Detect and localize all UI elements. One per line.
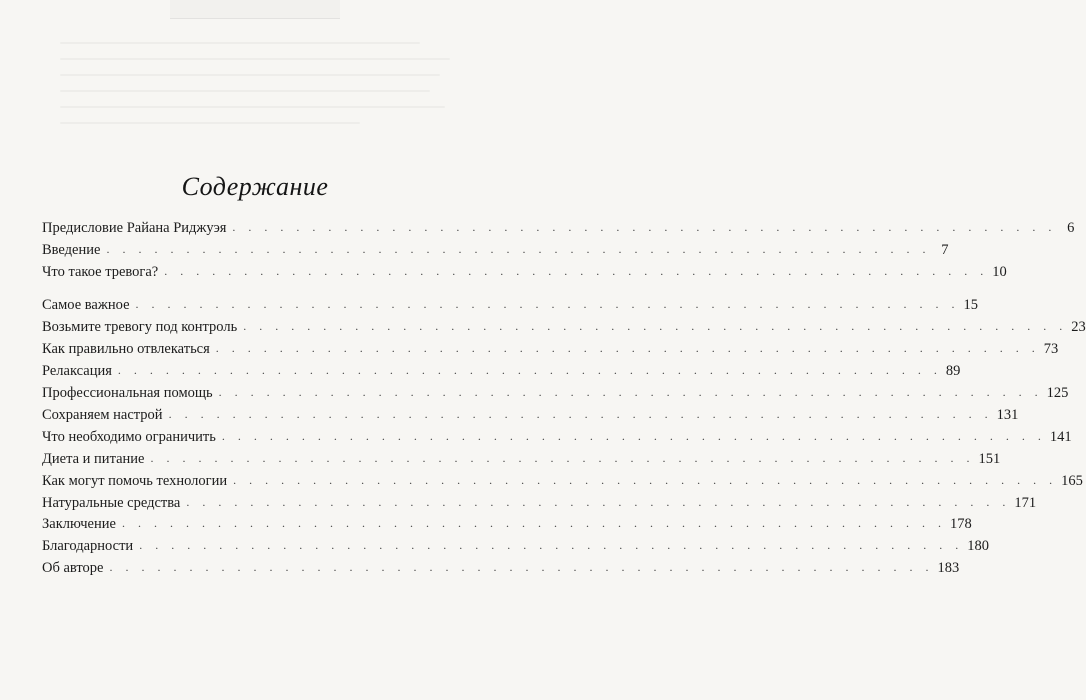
toc-group-intro bbox=[42, 217, 1075, 283]
toc-leader-dots: . . . . . . . . . . . . . . . . . . . . . . . . . . . . . . . . . . . . . . . . . . . . . . . . . . . . bbox=[135, 297, 960, 311]
toc-leader-dots: . . . . . . . . . . . . . . . . . . . . . . . . . . . . . . . . . . . . . . . . . . . . . . . . . . . . bbox=[243, 319, 1068, 333]
toc-entry-title: Введение bbox=[42, 242, 101, 258]
toc-entry bbox=[42, 513, 972, 535]
toc-entry-title: Возьмите тревогу под контроль bbox=[42, 319, 238, 335]
toc-entry-title: Натуральные средства bbox=[42, 495, 181, 511]
toc-entry-title: Профессиональная помощь bbox=[42, 385, 213, 401]
toc-entry bbox=[42, 448, 1001, 470]
toc-leader-dots: . . . . . . . . . . . . . . . . . . . . . . . . . . . . . . . . . . . . . . . . . . . . . . . . . . . . bbox=[233, 473, 1058, 487]
toc-entry-title: Что необходимо ограничить bbox=[42, 429, 216, 445]
toc-leader-dots: . . . . . . . . . . . . . . . . . . . . . . . . . . . . . . . . . . . . . . . . . . . . . . . . . . . . bbox=[117, 363, 942, 377]
toc-leader-dots: . . . . . . . . . . . . . . . . . . . . . . . . . . . . . . . . . . . . . . . . . . . . . . . . . . . . bbox=[168, 407, 993, 421]
toc-leader-dots: . . . . . . . . . . . . . . . . . . . . . . . . . . . . . . . . . . . . . . . . . . . . . . . . . . . . bbox=[232, 220, 1057, 234]
bleed-through-line bbox=[60, 90, 430, 92]
toc-group-closing bbox=[42, 513, 989, 579]
toc-leader-dots: . . . . . . . . . . . . . . . . . . . . . . . . . . . . . . . . . . . . . . . . . . . . . . . . . . . . bbox=[139, 538, 964, 552]
toc-entry bbox=[42, 360, 961, 382]
bleed-through-line bbox=[60, 106, 445, 108]
toc-entry-title: Сохраняем настрой bbox=[42, 407, 163, 423]
bleed-through-line bbox=[60, 122, 360, 124]
toc-entry-page-number: 180 bbox=[967, 538, 989, 554]
toc-entry-title: Предисловие Райана Риджуэя bbox=[42, 220, 227, 236]
toc-entry-title: Что такое тревога? bbox=[42, 264, 159, 280]
toc-entry-page-number: 89 bbox=[945, 363, 961, 379]
toc-entry-page-number: 151 bbox=[978, 451, 1001, 467]
toc-entry bbox=[42, 338, 1059, 360]
toc-leader-dots: . . . . . . . . . . . . . . . . . . . . . . . . . . . . . . . . . . . . . . . . . . . . . . . . . . . . bbox=[106, 242, 931, 256]
toc-entry-page-number: 131 bbox=[996, 407, 1019, 423]
toc-entry-title: Об авторе bbox=[42, 560, 104, 576]
toc-entry-page-number: 73 bbox=[1043, 341, 1059, 357]
toc-entry bbox=[42, 426, 1072, 448]
toc-group-main bbox=[42, 294, 1086, 514]
bleed-through-line bbox=[60, 58, 450, 60]
toc-entry-page-number: 165 bbox=[1061, 473, 1083, 489]
toc-entry bbox=[42, 492, 1037, 514]
toc-leader-dots: . . . . . . . . . . . . . . . . . . . . . . . . . . . . . . . . . . . . . . . . . . . . . . . . . . . . bbox=[221, 429, 1046, 443]
toc-entry-title: Как правильно отвлекаться bbox=[42, 341, 210, 357]
toc-entry-title: Самое важное bbox=[42, 297, 130, 313]
toc-entry bbox=[42, 217, 1075, 239]
toc-entry-page-number: 10 bbox=[992, 264, 1007, 280]
toc-entry-title: Заключение bbox=[42, 516, 116, 532]
toc-leader-dots: . . . . . . . . . . . . . . . . . . . . . . . . . . . . . . . . . . . . . . . . . . . . . . . . . . . . bbox=[121, 516, 946, 530]
toc-entry bbox=[42, 470, 1083, 492]
toc-entry bbox=[42, 535, 989, 557]
toc-leader-dots: . . . . . . . . . . . . . . . . . . . . . . . . . . . . . . . . . . . . . . . . . . . . . . . . . . . . bbox=[150, 451, 975, 465]
toc-entry bbox=[42, 316, 1086, 338]
toc-entry-title: Диета и питание bbox=[42, 451, 145, 467]
toc-entry-title: Релаксация bbox=[42, 363, 112, 379]
toc-entry bbox=[42, 557, 960, 579]
toc-leader-dots: . . . . . . . . . . . . . . . . . . . . . . . . . . . . . . . . . . . . . . . . . . . . . . . . . . . . bbox=[218, 385, 1043, 399]
toc-leader-dots: . . . . . . . . . . . . . . . . . . . . . . . . . . . . . . . . . . . . . . . . . . . . . . . . . . . . bbox=[186, 495, 1011, 509]
toc-entry-page-number: 6 bbox=[1067, 220, 1075, 236]
toc-entry-page-number: 23 bbox=[1071, 319, 1086, 335]
toc-entry-page-number: 7 bbox=[941, 242, 949, 258]
toc-entry-page-number: 183 bbox=[937, 560, 960, 576]
toc-entry bbox=[42, 404, 1019, 426]
toc-entry bbox=[42, 294, 979, 316]
toc-entry-page-number: 15 bbox=[963, 297, 979, 313]
toc-entry bbox=[42, 261, 1007, 283]
toc-entry-page-number: 141 bbox=[1049, 429, 1072, 445]
toc-entry-title: Благодарности bbox=[42, 538, 134, 554]
bleed-through-header bbox=[170, 0, 340, 19]
toc-leader-dots: . . . . . . . . . . . . . . . . . . . . . . . . . . . . . . . . . . . . . . . . . . . . . . . . . . . . bbox=[215, 341, 1040, 355]
page-title: Содержание bbox=[181, 172, 329, 201]
toc-leader-dots: . . . . . . . . . . . . . . . . . . . . . . . . . . . . . . . . . . . . . . . . . . . . . . . . . . . . bbox=[109, 560, 934, 574]
toc-entry-page-number: 171 bbox=[1014, 495, 1037, 511]
toc-entry-page-number: 178 bbox=[949, 516, 972, 532]
toc-entry-title: Как могут помочь технологии bbox=[42, 473, 228, 489]
toc-entry bbox=[42, 239, 949, 261]
bleed-through-line bbox=[60, 42, 420, 44]
toc-entry bbox=[42, 382, 1069, 404]
toc-entry-page-number: 125 bbox=[1046, 385, 1069, 401]
toc-leader-dots: . . . . . . . . . . . . . . . . . . . . . . . . . . . . . . . . . . . . . . . . . . . . . . . . . . . . bbox=[164, 264, 989, 278]
bleed-through-line bbox=[60, 74, 440, 76]
